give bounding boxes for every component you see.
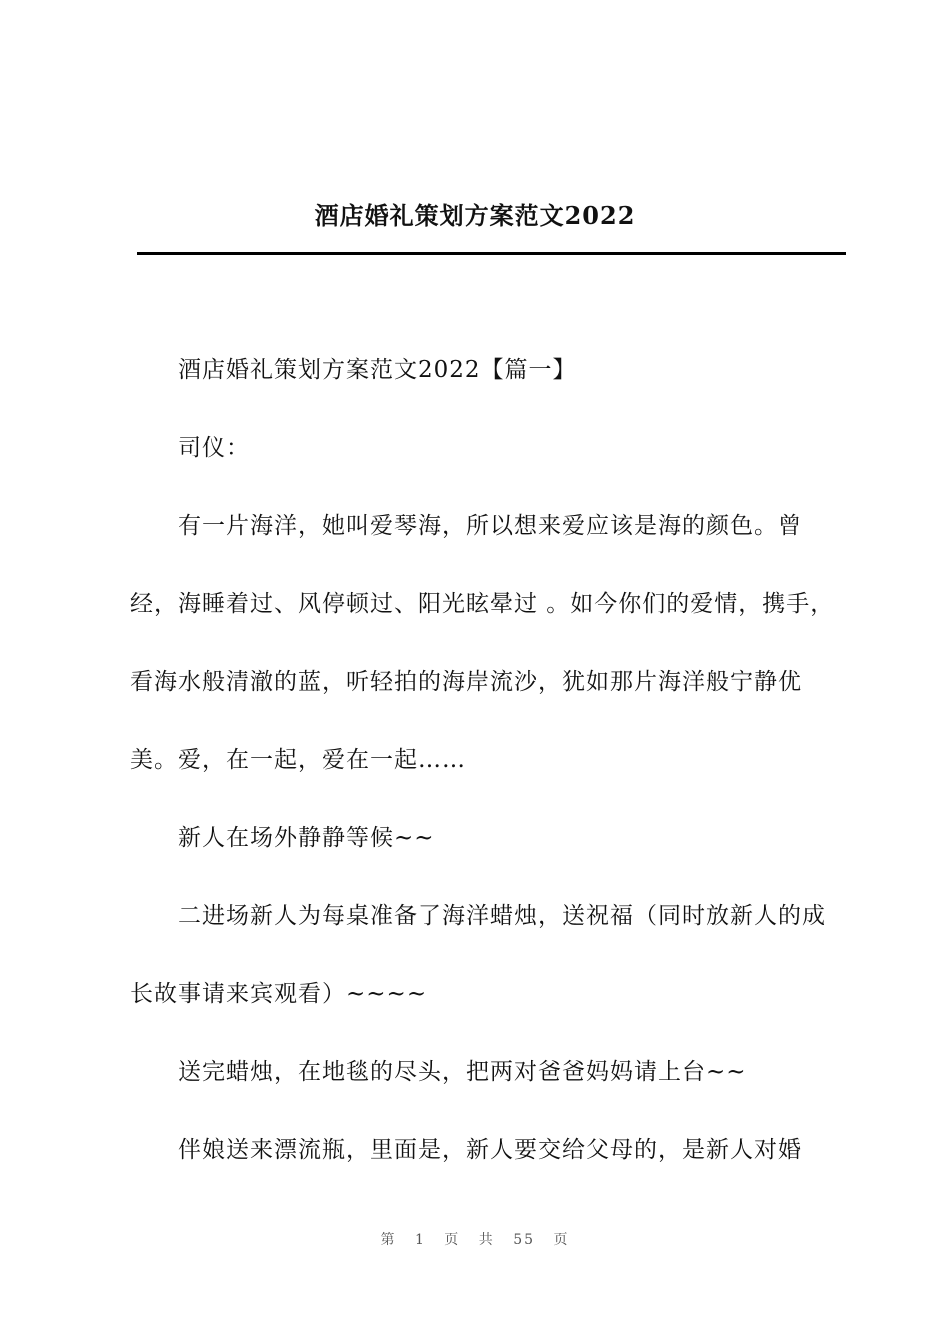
paragraph-waiting: 新人在场外静静等候~~	[178, 825, 435, 851]
page-number-footer: 第 1 页 共 55 页	[380, 1232, 570, 1248]
document-title: 酒店婚礼策划方案范文2022	[314, 201, 636, 230]
paragraph-bottle: 伴娘送来漂流瓶，里面是，新人要交给父母的，是新人对婚	[178, 1137, 802, 1163]
paragraph-candles: 二进场新人为每桌准备了海洋蜡烛，送祝福（同时放新人的成长故事请来宾观看）~~~~	[130, 903, 826, 1007]
paragraph-intro: 有一片海洋，她叫爱琴海，所以想来爱应该是海的颜色。曾经，海睡着过、风停顿过、阳光眩晕过 。如今你们的爱情，携手，看海水般清澈的蓝，听轻拍的海岸流沙，犹如那片海洋般宁静优美。爱，在一起，爱在一起……	[130, 513, 835, 773]
title-underline	[137, 252, 846, 255]
paragraph-host-label: 司仪：	[178, 435, 250, 461]
section-heading: 酒店婚礼策划方案范文2022【篇一】	[178, 357, 577, 383]
paragraph-parents: 送完蜡烛，在地毯的尽头，把两对爸爸妈妈请上台~~	[178, 1059, 747, 1085]
